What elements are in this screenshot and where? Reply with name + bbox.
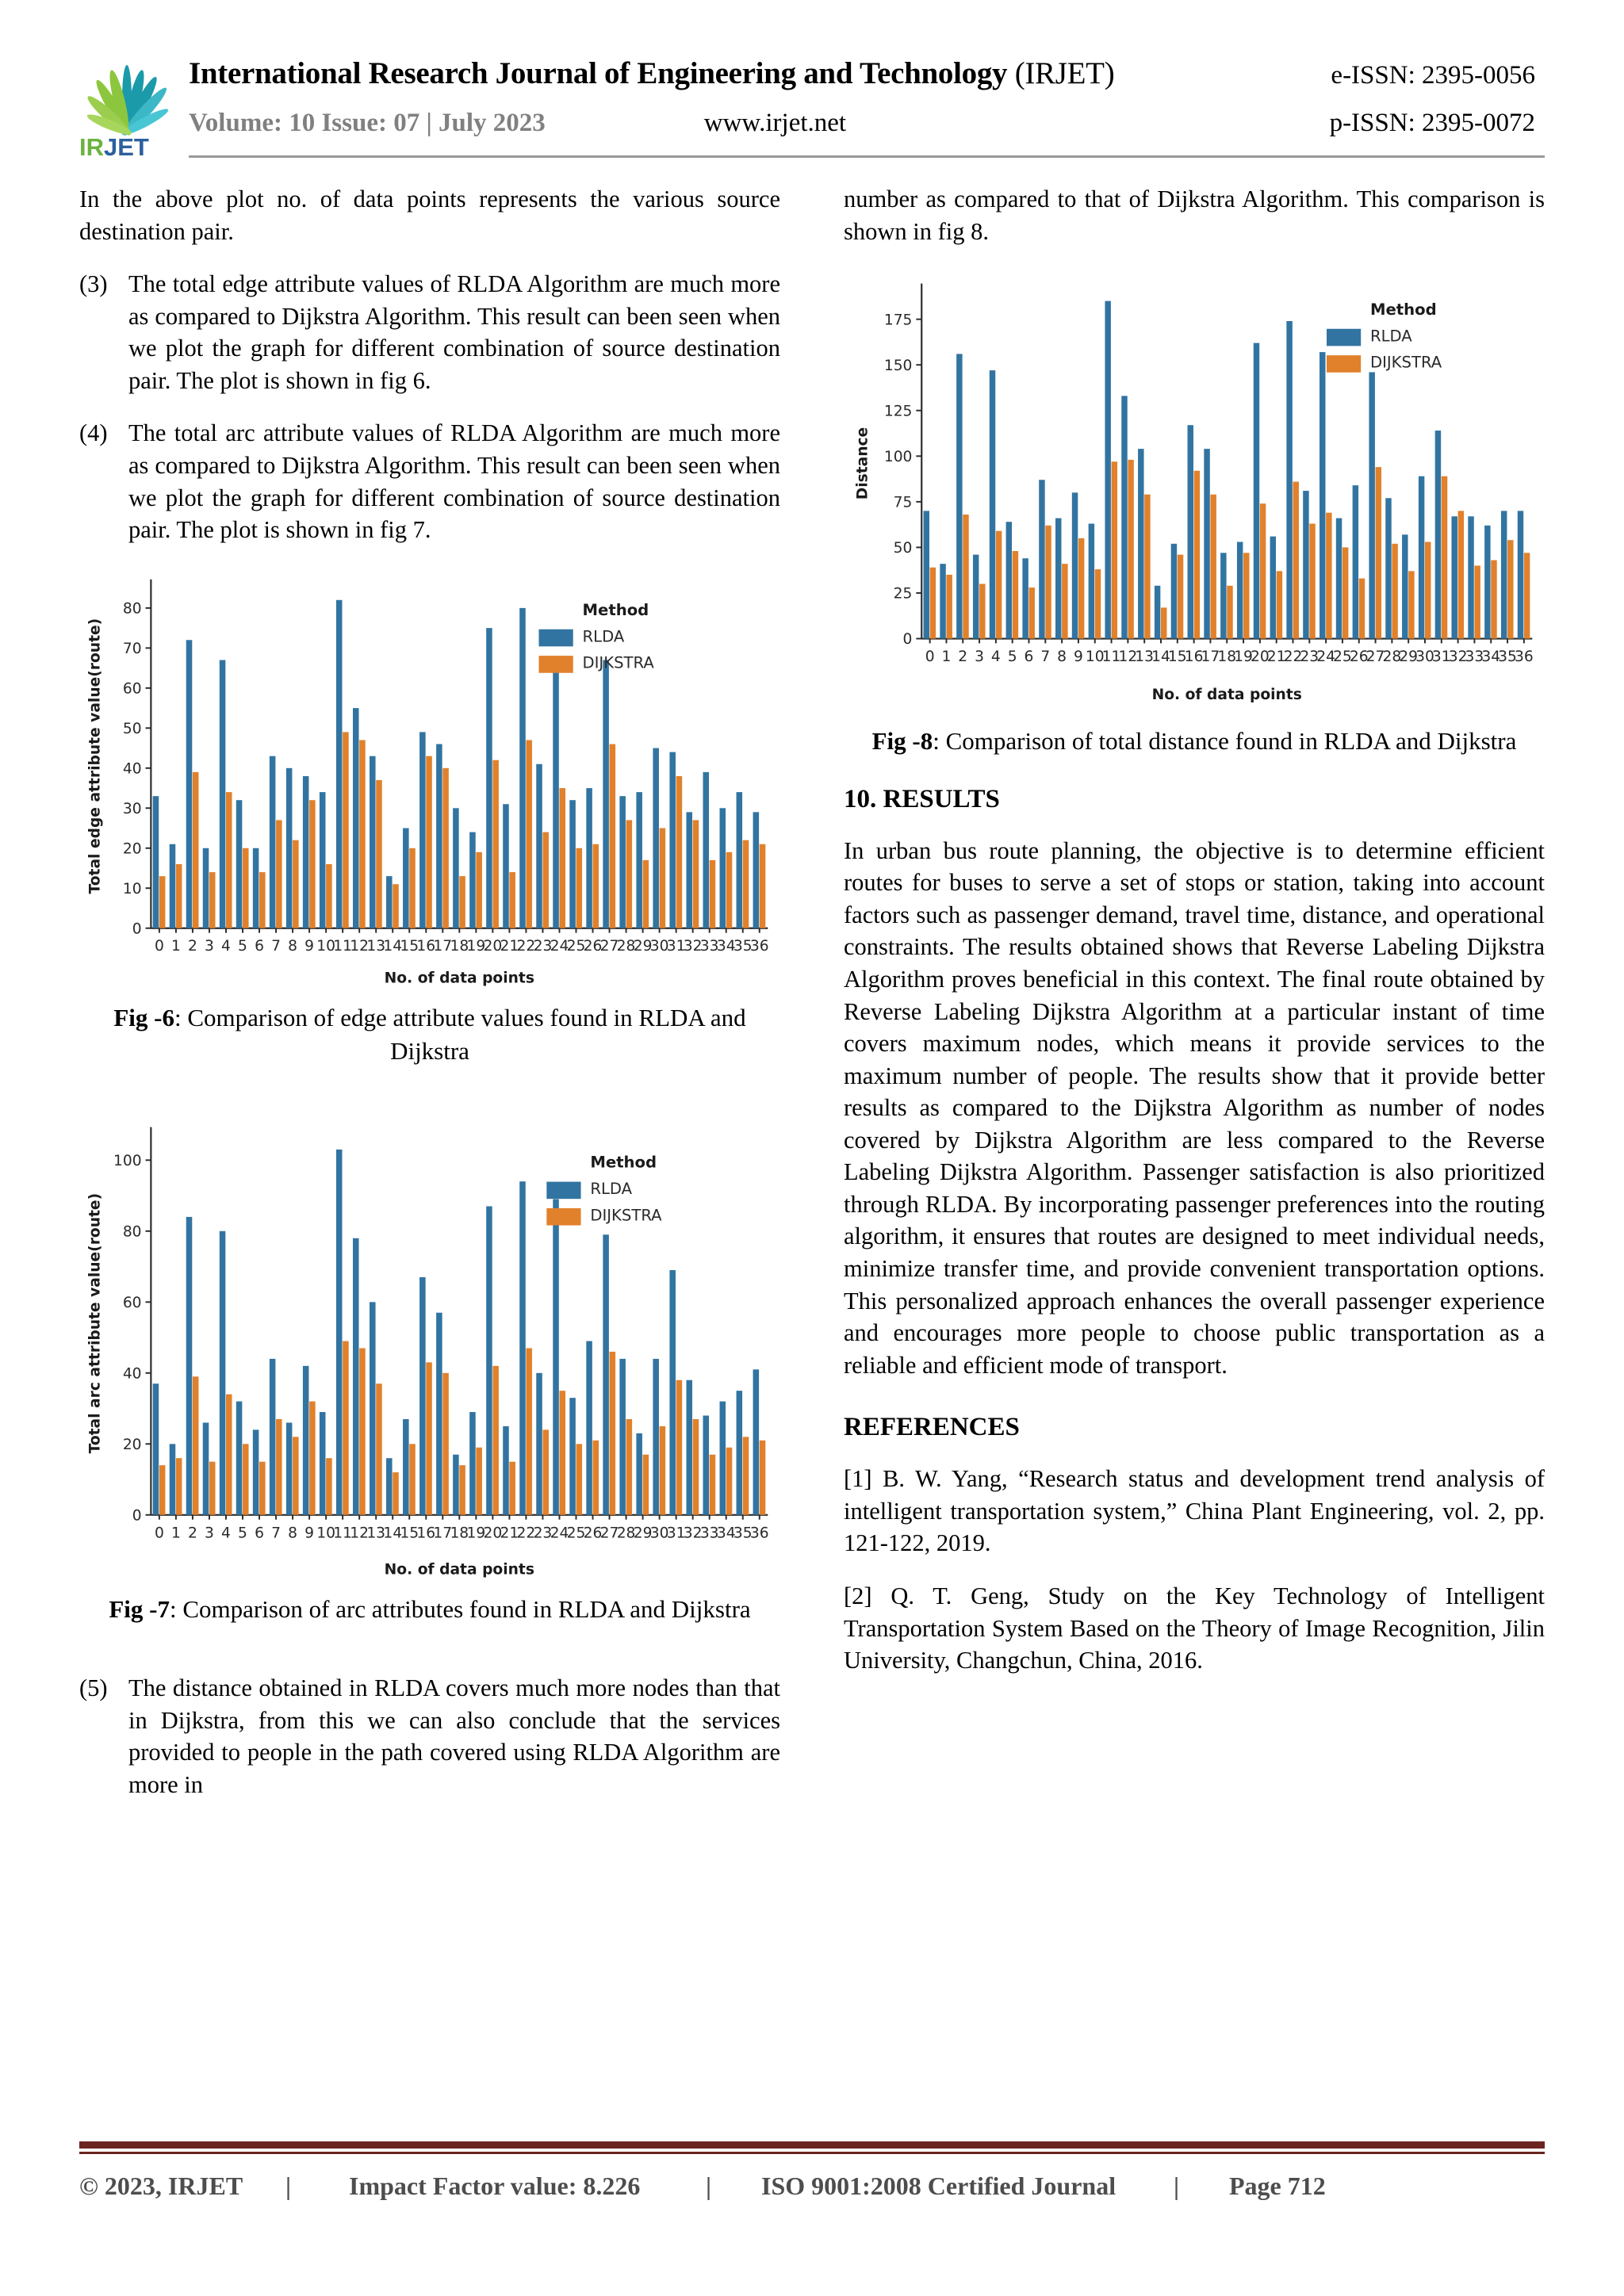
footer-divider-thick: [79, 2141, 1545, 2149]
reference-1: [1] B. W. Yang, “Research status and development trend analysis of intelligent transportation system,” China Plant Engineering, vol. 2, pp. 121-122, 2019.: [844, 1465, 1545, 1557]
svg-text:18: 18: [1217, 649, 1237, 666]
svg-text:36: 36: [749, 1525, 769, 1542]
svg-text:25: 25: [1333, 649, 1352, 666]
continued-paragraph: number as compared to that of Dijkstra Algorithm. This comparison is shown in fig 8.: [844, 186, 1545, 245]
svg-text:30: 30: [649, 1525, 669, 1542]
svg-text:30: 30: [1415, 649, 1434, 666]
svg-text:10: 10: [316, 1525, 336, 1542]
svg-text:19: 19: [466, 937, 486, 955]
svg-text:No. of data points: No. of data points: [384, 1561, 534, 1578]
figure-6-caption: [79, 1001, 780, 1067]
svg-text:12: 12: [1118, 649, 1138, 666]
svg-text:0: 0: [902, 631, 913, 649]
footer-page-number: Page 712: [1229, 2172, 1326, 2200]
svg-text:4: 4: [221, 937, 231, 955]
svg-text:9: 9: [304, 1525, 315, 1542]
svg-text:17: 17: [433, 1525, 453, 1542]
p-issn: p-ISSN: 2395-0072: [1329, 109, 1535, 137]
svg-text:8: 8: [288, 1525, 298, 1542]
fig8-bar-chart: [844, 268, 1545, 704]
svg-text:0: 0: [925, 649, 935, 666]
svg-text:29: 29: [633, 937, 653, 955]
list-item-3-text: The total edge attribute values of RLDA Algorithm are much more as compared to Dijkstra Algorithm. This result can been seen when we plot the graph for different combination of source destination pair. The plot is shown in fig 6.: [128, 270, 780, 394]
svg-text:DIJKSTRA: DIJKSTRA: [1369, 353, 1442, 372]
svg-text:RLDA: RLDA: [1369, 327, 1412, 346]
footer-sep-1: |: [285, 2172, 292, 2200]
svg-text:5: 5: [1007, 649, 1017, 666]
svg-text:24: 24: [1316, 649, 1335, 666]
svg-text:60: 60: [122, 680, 142, 698]
svg-text:2: 2: [958, 649, 968, 666]
list-item-4: [79, 417, 780, 545]
svg-text:21: 21: [500, 1525, 519, 1542]
svg-text:No. of data points: No. of data points: [1151, 687, 1302, 704]
svg-text:70: 70: [122, 640, 142, 657]
svg-text:35: 35: [733, 1525, 753, 1542]
svg-text:35: 35: [1498, 649, 1517, 666]
svg-text:14: 14: [1151, 649, 1170, 666]
svg-text:33: 33: [699, 1525, 719, 1542]
svg-text:26: 26: [583, 1525, 603, 1542]
svg-text:27: 27: [599, 1525, 619, 1542]
svg-text:11: 11: [333, 1525, 353, 1542]
svg-text:17: 17: [433, 937, 453, 955]
svg-text:32: 32: [683, 937, 703, 955]
volume-issue: Volume: 10 Issue: 07 | July 2023: [189, 109, 546, 137]
fig6-bar-chart: [79, 567, 780, 987]
svg-text:33: 33: [1465, 649, 1484, 666]
svg-text:1: 1: [941, 649, 952, 666]
list-item-3-number: (3): [79, 270, 108, 298]
svg-text:9: 9: [1074, 649, 1083, 666]
svg-text:32: 32: [1448, 649, 1468, 666]
svg-text:6: 6: [1024, 649, 1034, 666]
intro-paragraph: In the above plot no. of data points represents the various source destination pair.: [79, 186, 780, 245]
svg-text:22: 22: [516, 1525, 536, 1542]
svg-text:5: 5: [238, 1525, 247, 1542]
figure-8: [844, 268, 1545, 758]
svg-text:8: 8: [1057, 649, 1067, 666]
svg-text:21: 21: [1266, 649, 1286, 666]
fig7-bar-chart: [79, 1112, 780, 1578]
list-item-5-number: (5): [79, 1674, 108, 1701]
svg-text:29: 29: [633, 1525, 653, 1542]
svg-text:32: 32: [683, 1525, 703, 1542]
two-column-body: [79, 183, 1545, 1821]
svg-text:20: 20: [483, 1525, 503, 1542]
svg-text:11: 11: [333, 937, 353, 955]
svg-text:0: 0: [132, 920, 142, 938]
logo-wordmark: [79, 135, 182, 159]
svg-text:6: 6: [255, 937, 264, 955]
svg-text:30: 30: [122, 800, 142, 817]
figure-8-label: Fig -8: [871, 727, 933, 756]
svg-text:23: 23: [1300, 649, 1320, 666]
svg-text:10: 10: [316, 937, 336, 955]
svg-text:28: 28: [1382, 649, 1402, 666]
svg-text:27: 27: [599, 937, 619, 955]
fig7-chart: [79, 1112, 780, 1578]
svg-text:34: 34: [1481, 649, 1501, 666]
svg-text:Distance: Distance: [854, 427, 871, 500]
svg-text:80: 80: [122, 1223, 142, 1241]
fig6-chart: [79, 567, 780, 987]
svg-text:28: 28: [616, 1525, 636, 1542]
figure-6: [79, 567, 780, 1067]
svg-text:No. of data points: No. of data points: [384, 970, 534, 987]
svg-text:2: 2: [187, 1525, 197, 1542]
list-item-5: [79, 1672, 780, 1800]
svg-text:13: 13: [366, 937, 386, 955]
svg-text:7: 7: [1040, 649, 1051, 666]
references-heading: REFERENCES: [844, 1413, 1020, 1442]
svg-text:31: 31: [666, 1525, 686, 1542]
svg-text:20: 20: [122, 840, 142, 858]
svg-text:18: 18: [450, 937, 469, 955]
svg-text:RLDA: RLDA: [590, 1180, 633, 1199]
svg-text:0: 0: [154, 1525, 164, 1542]
figure-7-caption-text: : Comparison of arc attributes found in RLDA and Dijkstra: [169, 1595, 751, 1624]
svg-text:14: 14: [383, 937, 403, 955]
figure-8-caption-text: : Comparison of total distance found in RLDA and Dijkstra: [933, 727, 1517, 756]
svg-text:36: 36: [749, 937, 769, 955]
figure-6-caption-text: : Comparison of edge attribute values found in RLDA and Dijkstra: [174, 1004, 746, 1065]
journal-title-main: International Research Journal of Engineering and Technology: [189, 56, 1008, 90]
svg-text:28: 28: [616, 937, 636, 955]
svg-text:25: 25: [566, 937, 586, 955]
svg-text:14: 14: [383, 1525, 403, 1542]
footer-line: [79, 2172, 1545, 2201]
svg-text:23: 23: [533, 937, 553, 955]
svg-text:80: 80: [122, 600, 142, 618]
leaf-fan-icon: [79, 59, 174, 138]
svg-text:29: 29: [1399, 649, 1419, 666]
svg-text:36: 36: [1514, 649, 1534, 666]
svg-text:125: 125: [883, 403, 913, 420]
svg-text:24: 24: [550, 937, 569, 955]
page-header: [79, 0, 1545, 159]
page-footer: [79, 2141, 1545, 2201]
svg-text:Method: Method: [590, 1153, 657, 1172]
header-divider: [189, 155, 1545, 158]
journal-title: [189, 55, 1114, 91]
svg-text:17: 17: [1201, 649, 1220, 666]
fig8-chart: [844, 268, 1545, 704]
svg-text:20: 20: [483, 937, 503, 955]
figure-7: [79, 1112, 780, 1626]
journal-abbrev: (IRJET): [1014, 56, 1115, 90]
figure-6-label: Fig -6: [113, 1004, 174, 1032]
svg-text:Total edge attribute value(rou: Total edge attribute value(route): [86, 618, 104, 894]
svg-text:7: 7: [271, 937, 281, 955]
svg-text:35: 35: [733, 937, 753, 955]
svg-text:1: 1: [170, 1525, 181, 1542]
svg-text:19: 19: [1234, 649, 1253, 666]
list-item-4-text: The total arc attribute values of RLDA Algorithm are much more as compared to Dijkstra Algorithm. This result can been seen when we plot the graph for different combination of source destination pair. The plot is shown in fig 7.: [128, 419, 780, 544]
svg-text:10: 10: [1085, 649, 1105, 666]
svg-text:13: 13: [366, 1525, 386, 1542]
svg-text:25: 25: [893, 585, 913, 603]
footer-iso: ISO 9001:2008 Certified Journal: [761, 2172, 1116, 2200]
svg-text:13: 13: [1135, 649, 1155, 666]
reference-2: [2] Q. T. Geng, Study on the Key Technology of Intelligent Transportation System Based on the Theory of Image Recognition, Jilin University, Changchun, China, 2016.: [844, 1582, 1545, 1674]
svg-text:DIJKSTRA: DIJKSTRA: [582, 653, 654, 672]
svg-text:22: 22: [516, 937, 536, 955]
footer-divider-thin: [79, 2152, 1545, 2154]
svg-text:7: 7: [271, 1525, 281, 1542]
svg-text:33: 33: [699, 937, 719, 955]
svg-text:15: 15: [1167, 649, 1187, 666]
figure-8-caption: [844, 725, 1545, 758]
svg-text:15: 15: [400, 1525, 419, 1542]
svg-text:DIJKSTRA: DIJKSTRA: [590, 1206, 662, 1225]
svg-text:34: 34: [716, 1525, 736, 1542]
svg-text:RLDA: RLDA: [582, 626, 625, 645]
svg-text:175: 175: [883, 312, 913, 329]
svg-text:31: 31: [1431, 649, 1451, 666]
right-column: [844, 183, 1545, 1821]
svg-text:12: 12: [350, 937, 370, 955]
svg-text:30: 30: [649, 937, 669, 955]
svg-text:20: 20: [1251, 649, 1270, 666]
svg-text:60: 60: [122, 1295, 142, 1312]
svg-text:21: 21: [500, 937, 519, 955]
list-item-3: [79, 268, 780, 396]
list-item-5-text: The distance obtained in RLDA covers much more nodes than that in Dijkstra, from this we can also conclude that the services provided to people in the path covered using RLDA Algorithm are more in: [128, 1674, 780, 1798]
svg-text:3: 3: [205, 937, 214, 955]
svg-text:22: 22: [1283, 649, 1303, 666]
svg-text:6: 6: [255, 1525, 264, 1542]
svg-text:Method: Method: [582, 600, 649, 619]
footer-copyright: © 2023, IRJET: [79, 2172, 243, 2200]
svg-text:0: 0: [154, 937, 164, 955]
svg-text:100: 100: [113, 1153, 142, 1170]
svg-text:18: 18: [450, 1525, 469, 1542]
svg-text:150: 150: [883, 358, 913, 375]
svg-text:11: 11: [1101, 649, 1121, 666]
results-paragraph: In urban bus route planning, the objective is to determine efficient routes for buses to serve a set of stops or station, taking into account factors such as passenger demand, travel time, distance, and operational constraints. The results obtained shows that Reverse Labeling Dijkstra Algorithm proves beneficial in this context. The final route obtained by Reverse Labeling Dijkstra Algorithm at a particular instant of time covers maximum nodes, which means it provide services to the maximum number of people. The results show that it provide better results as compared to the Dijkstra Algorithm as number of nodes covered by Dijkstra Algorithm are less compared to the Reverse Labeling Dijkstra Algorithm. Passenger satisfaction is also prioritized through RLDA. By incorporating passenger preferences into the routing algorithm, it ensures that routes are designed to meet individual needs, minimize transfer time, and provide convenient transportation options. This personalized approach enhances the overall passenger experience and encourages more people to choose public transportation as a reliable and efficient mode of transport.: [844, 836, 1545, 1379]
svg-text:12: 12: [350, 1525, 370, 1542]
svg-text:1: 1: [170, 937, 181, 955]
logo-word-jet: JET: [104, 133, 149, 161]
svg-text:27: 27: [1365, 649, 1385, 666]
figure-7-label: Fig -7: [109, 1595, 170, 1624]
footer-sep-3: |: [1174, 2172, 1180, 2200]
svg-text:10: 10: [122, 880, 142, 897]
svg-text:2: 2: [187, 937, 197, 955]
svg-text:8: 8: [288, 937, 298, 955]
website-url[interactable]: www.irjet.net: [703, 109, 847, 137]
svg-text:16: 16: [1184, 649, 1204, 666]
svg-text:26: 26: [583, 937, 603, 955]
svg-text:9: 9: [304, 937, 315, 955]
svg-text:Method: Method: [1369, 300, 1437, 320]
svg-text:50: 50: [122, 720, 142, 737]
svg-text:4: 4: [990, 649, 1001, 666]
svg-text:15: 15: [400, 937, 419, 955]
svg-text:3: 3: [975, 649, 985, 666]
figure-7-caption: [79, 1593, 780, 1626]
svg-text:16: 16: [416, 1525, 436, 1542]
svg-text:0: 0: [132, 1507, 142, 1525]
svg-text:40: 40: [122, 760, 142, 778]
svg-text:16: 16: [416, 937, 436, 955]
svg-text:40: 40: [122, 1365, 142, 1383]
svg-text:31: 31: [666, 937, 686, 955]
svg-text:100: 100: [883, 449, 913, 466]
left-column: [79, 183, 780, 1821]
footer-sep-2: |: [706, 2172, 712, 2200]
svg-text:34: 34: [716, 937, 736, 955]
list-item-4-number: (4): [79, 419, 108, 447]
svg-text:24: 24: [550, 1525, 569, 1542]
svg-text:23: 23: [533, 1525, 553, 1542]
svg-text:75: 75: [893, 494, 913, 511]
footer-impact-factor: Impact Factor value: 8.226: [349, 2172, 641, 2200]
svg-text:20: 20: [122, 1437, 142, 1454]
masthead-text: [182, 55, 1545, 158]
svg-text:26: 26: [1349, 649, 1369, 666]
e-issn: e-ISSN: 2395-0056: [1331, 61, 1535, 90]
svg-text:19: 19: [466, 1525, 486, 1542]
svg-text:4: 4: [221, 1525, 231, 1542]
results-heading: 10. RESULTS: [844, 784, 1000, 813]
svg-text:Total arc attribute value(rout: Total arc attribute value(route): [86, 1192, 104, 1454]
svg-text:25: 25: [566, 1525, 586, 1542]
svg-text:3: 3: [205, 1525, 214, 1542]
irjet-logo: [79, 55, 182, 159]
svg-text:50: 50: [893, 540, 913, 557]
svg-text:5: 5: [238, 937, 247, 955]
logo-word-ir: IR: [79, 133, 104, 161]
